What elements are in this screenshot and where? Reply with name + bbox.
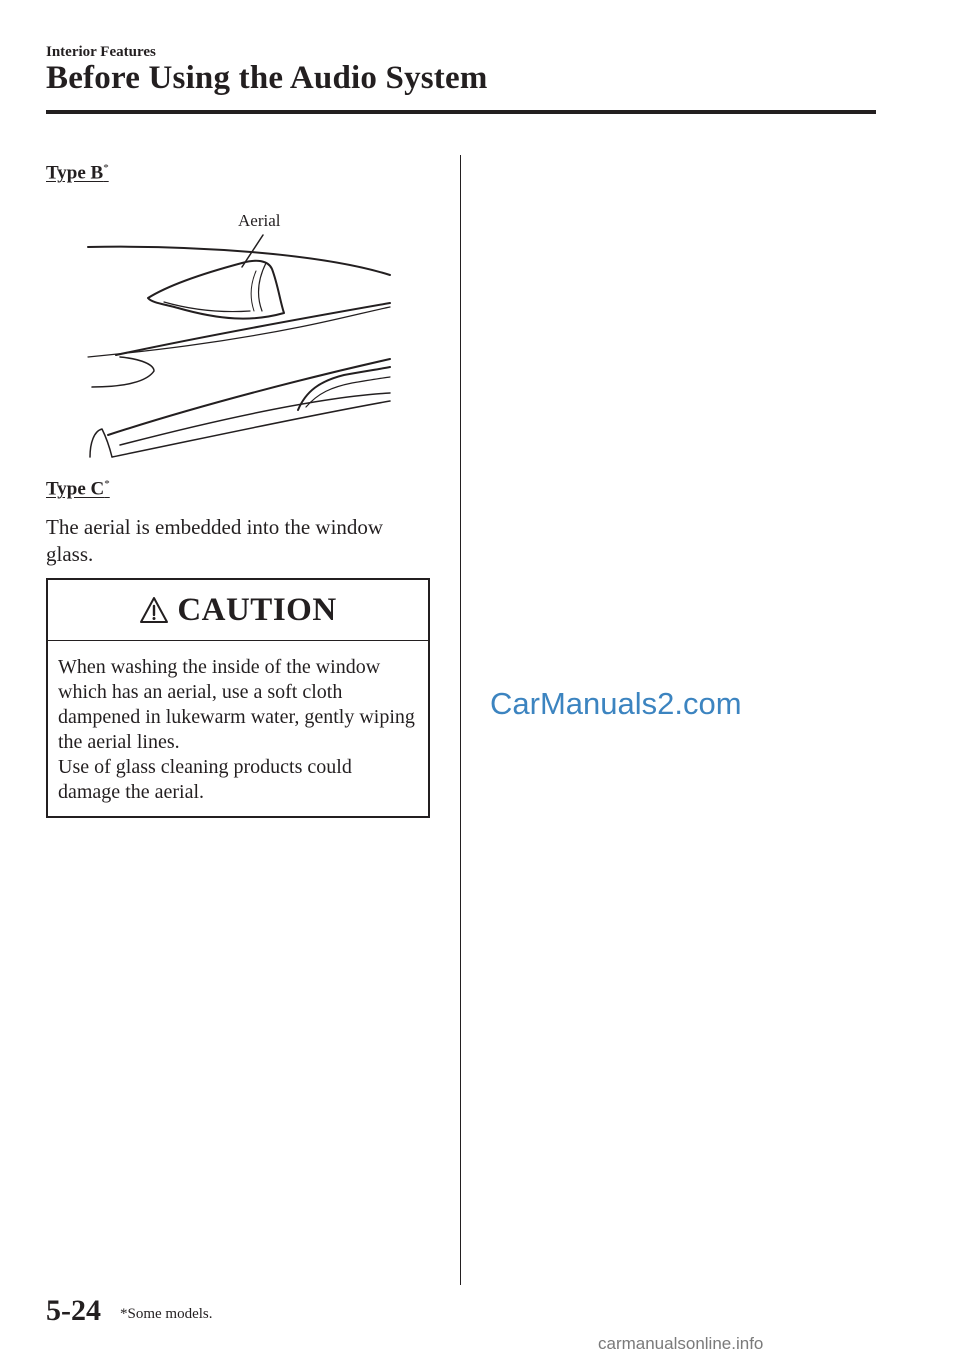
caution-line-1: When washing the inside of the window which has an aerial, use a soft cloth dampened in lukewarm water, gently wiping the aerial lines. bbox=[58, 656, 415, 753]
type-c-marker: * bbox=[104, 478, 110, 490]
bottom-curve bbox=[90, 429, 112, 457]
column-divider bbox=[460, 155, 461, 1285]
aerial-callout: Aerial bbox=[238, 211, 281, 230]
page-title: Before Using the Audio System bbox=[46, 60, 488, 96]
page-number: 5-24 bbox=[46, 1294, 101, 1327]
watermark-logo: CarManuals2.com bbox=[490, 686, 742, 721]
shark-fin-ridge bbox=[259, 263, 266, 311]
roof-edge bbox=[88, 247, 390, 275]
window-edge-inner bbox=[88, 307, 390, 357]
side-curve bbox=[92, 357, 154, 387]
footnote: *Some models. bbox=[120, 1306, 213, 1322]
caution-title: CAUTION bbox=[177, 591, 337, 628]
type-b-label: Type B bbox=[46, 162, 104, 184]
type-c-heading bbox=[46, 478, 110, 500]
section-label: Interior Features bbox=[46, 44, 156, 60]
window-top-edge bbox=[116, 303, 390, 355]
site-watermark: carmanualsonline.info bbox=[598, 1334, 764, 1353]
warning-triangle-icon bbox=[139, 596, 169, 624]
header-rule bbox=[46, 110, 876, 114]
caution-line-2: Use of glass cleaning products could damage the aerial. bbox=[58, 756, 352, 803]
caution-header bbox=[48, 580, 428, 641]
caution-box bbox=[46, 578, 430, 818]
handle-inner bbox=[306, 377, 390, 407]
type-b-heading bbox=[46, 162, 109, 184]
type-b-marker: * bbox=[103, 162, 109, 174]
aerial-figure bbox=[80, 205, 400, 463]
shark-fin-ridge-inner bbox=[251, 271, 256, 311]
type-c-label: Type C bbox=[46, 478, 105, 500]
type-c-description: The aerial is embedded into the window glass. bbox=[46, 515, 384, 566]
caution-text bbox=[48, 641, 428, 805]
bottom-edge bbox=[112, 401, 390, 457]
